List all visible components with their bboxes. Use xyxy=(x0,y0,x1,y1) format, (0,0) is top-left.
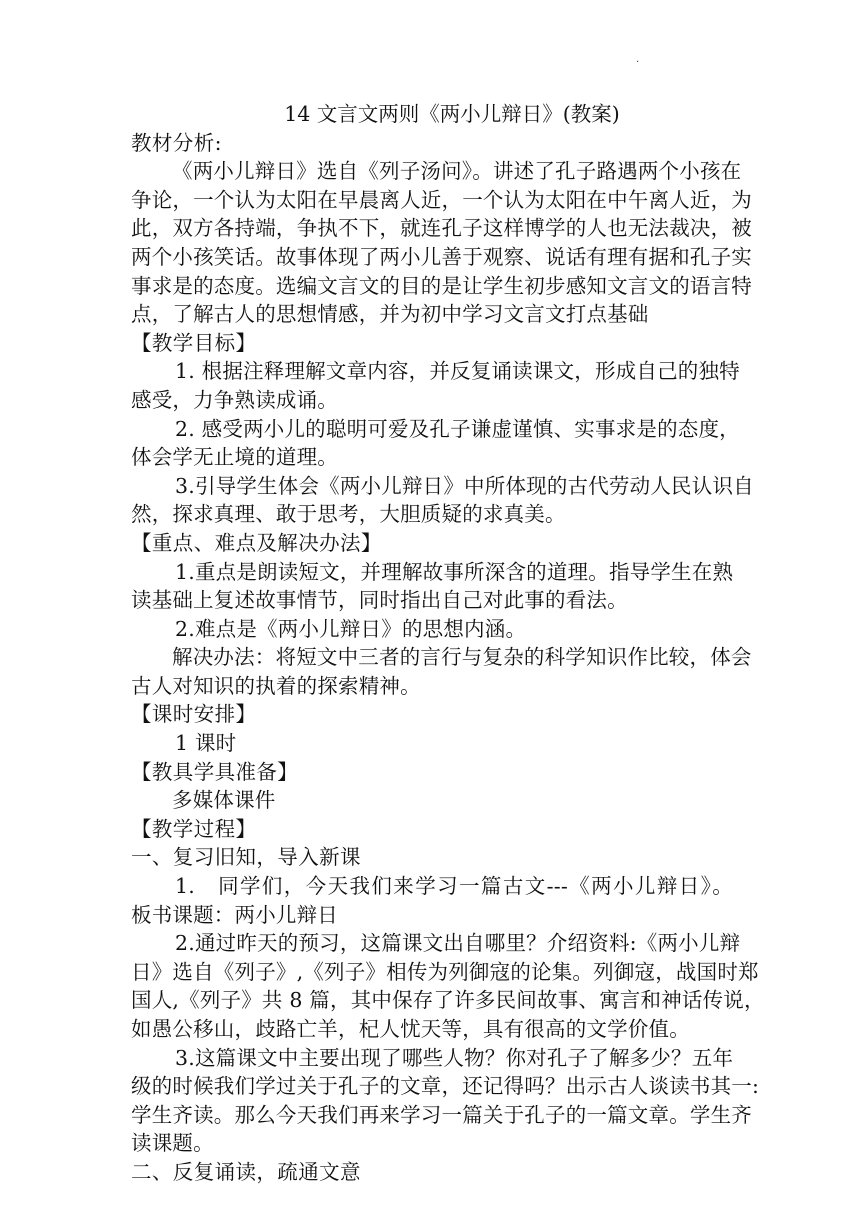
text-line: 板书课题：两小儿辩日 xyxy=(131,902,338,927)
text-line: 3.这篇课文中主要出现了哪些人物？你对孔子了解多少？五年 xyxy=(175,1045,734,1070)
document-body xyxy=(131,100,765,1187)
section-heading: 【教学目标】 xyxy=(131,330,257,355)
text-line: 然，探求真理、敢于思考，大胆质疑的求真美。 xyxy=(131,502,566,527)
text-line: 1. 同学们，今天我们来学习一篇古文---《两小儿辩日》。 xyxy=(175,874,733,899)
text-line: 感受，力争熟读成诵。 xyxy=(131,387,338,412)
header-mark: · xyxy=(636,57,640,68)
text-line: 学生齐读。那么今天我们再来学习一篇关于孔子的一篇文章。学生齐 xyxy=(131,1102,752,1127)
section-heading: 【教具学具准备】 xyxy=(131,759,299,784)
text-line: 1.重点是朗读短文，并理解故事所深含的道理。指导学生在熟 xyxy=(175,559,734,584)
text-line: 级的时候我们学过关于孔子的文章，还记得吗？出示古人谈读书其一: xyxy=(131,1074,760,1099)
text-line: 国人,《列子》共 8 篇，其中保存了许多民间故事、寓言和神话传说， xyxy=(131,988,765,1013)
text-line: 1 课时 xyxy=(175,731,237,756)
section-heading: 【教学过程】 xyxy=(131,816,257,841)
section-heading: 【课时安排】 xyxy=(131,702,257,727)
text-line: 读基础上复述故事情节，同时指出自己对此事的看法。 xyxy=(131,588,628,613)
section-heading: 二、反复诵读，疏通文意 xyxy=(131,1159,361,1184)
text-line: 古人对知识的执着的探索精神。 xyxy=(131,673,421,698)
text-line: 2.难点是《两小儿辩日》的思想内涵。 xyxy=(175,616,527,641)
section-heading: 教材分析: xyxy=(131,130,222,155)
document-lines xyxy=(131,129,765,1187)
text-line: 多媒体课件 xyxy=(172,788,276,813)
text-line: 如愚公移山，歧路亡羊，杞人忧天等，具有很高的文学价值。 xyxy=(131,1017,690,1041)
section-heading: 一、复习旧知，导入新课 xyxy=(131,845,361,870)
text-line: 争论，一个认为太阳在早晨离人近，一个认为太阳在中午离人近，为 xyxy=(131,187,752,212)
text-line: 2. 感受两小儿的聪明可爱及孔子谦虚谨慎、实事求是的态度， xyxy=(175,416,740,441)
text-line: 事求是的态度。选编文言文的目的是让学生初步感知文言文的语言特 xyxy=(131,273,752,298)
text-line: 解决办法：将短文中三者的言行与复杂的科学知识作比较，体会 xyxy=(172,645,752,670)
text-line: 2.通过昨天的预习，这篇课文出自哪里？介绍资料:《两小儿辩 xyxy=(175,931,741,956)
text-line: 两个小孩笑话。故事体现了两小儿善于观察、说话有理有据和孔子实 xyxy=(131,244,752,269)
text-line: 3.引导学生体会《两小儿辩日》中所体现的古代劳动人民认识自 xyxy=(175,473,754,498)
text-line: 1. 根据注释理解文章内容，并反复诵读课文，形成自己的独特 xyxy=(175,359,740,384)
text-line: 体会学无止境的道理。 xyxy=(131,445,338,470)
text-line: 日》选自《列子》,《列子》相传为列御寇的论集。列御寇，战国时郑 xyxy=(131,959,759,984)
text-line: 此，双方各持端，争执不下，就连孔子这样博学的人也无法裁决，被 xyxy=(131,216,752,241)
text-line: 读课题。 xyxy=(131,1131,214,1156)
text-line: 《两小儿辩日》选自《列子汤问》。讲述了孔子路遇两个小孩在 xyxy=(172,159,742,184)
document-title: 14 文言文两则《两小儿辩日》(教案) xyxy=(284,102,620,126)
section-heading: 【重点、难点及解决办法】 xyxy=(131,530,382,555)
text-line: 点，了解古人的思想情感，并为初中学习文言文打点基础 xyxy=(131,302,649,327)
